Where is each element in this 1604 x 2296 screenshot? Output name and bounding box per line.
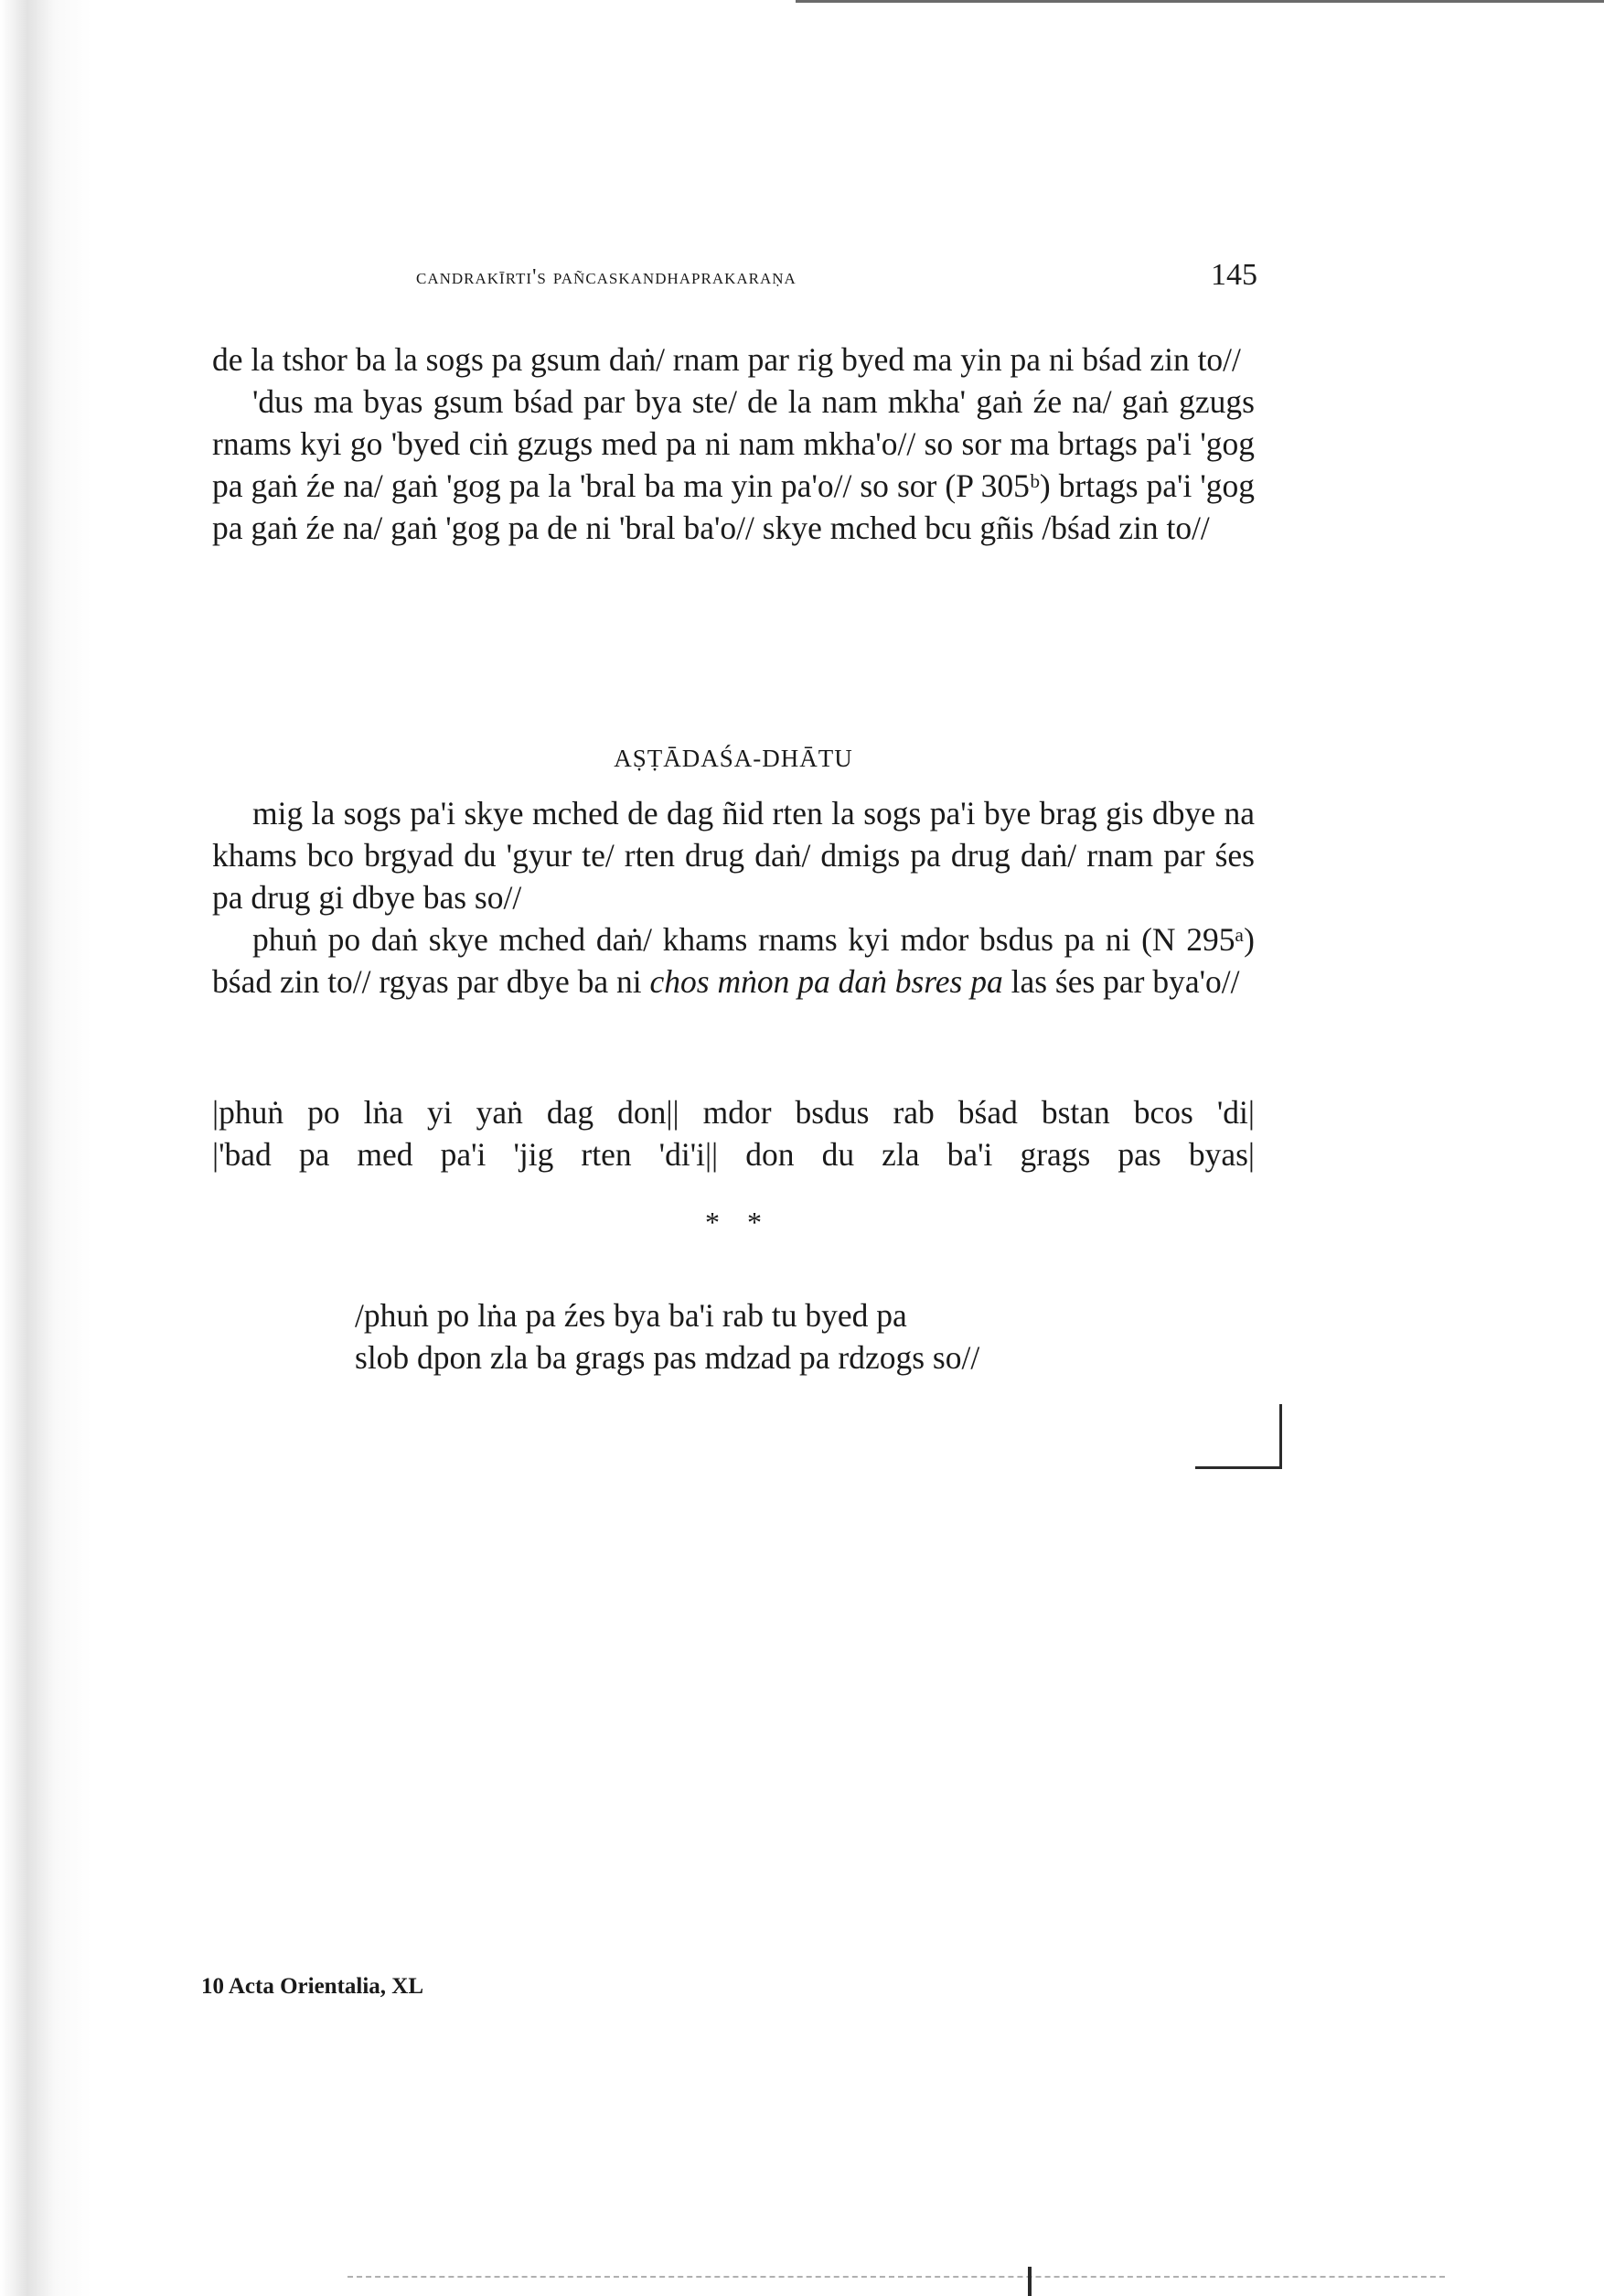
paragraph: [212, 918, 1255, 1003]
bottom-scan-edge: [348, 2276, 1445, 2280]
paragraph-text: phuṅ po daṅ skye mched daṅ/ khams rnams kyi mdor bsdus pa ni (N 295ᵃ) bśad zin to// rgyas par dbye ba ni: [212, 921, 1255, 1000]
colophon-line: slob dpon zla ba grags pas mdzad pa rdzogs so//: [355, 1339, 980, 1376]
colophon: [355, 1294, 1178, 1379]
running-title: candrakīrti's pañcaskandhaprakaraṇa: [416, 265, 797, 289]
text-block-skandha-end: [212, 338, 1255, 549]
paragraph: de la tshor ba la sogs pa gsum daṅ/ rnam par rig byed ma yin pa ni bśad zin to//: [212, 341, 1241, 378]
section-heading: AṢṬĀDAŚA-DHĀTU: [614, 745, 853, 772]
paragraph: 'dus ma byas gsum bśad par bya ste/ de la nam mkha' gaṅ źe na/ gaṅ gzugs rnams kyi go 'byed ciṅ gzugs med pa ni nam mkha'o// so sor ma brtags pa'i 'gog pa gaṅ źe na/ gaṅ 'gog pa la 'bral ba ma yin pa'o// so sor (P 305ᵇ) brtags pa'i 'gog pa gaṅ źe na/ gaṅ 'gog pa de ni 'bral ba'o// skye mched bcu gñis /bśad zin to//: [212, 383, 1255, 546]
paragraph-text: las śes par bya'o//: [1002, 963, 1240, 1000]
colophon-line: /phuṅ po lṅa pa źes bya ba'i rab tu byed pa: [355, 1297, 907, 1334]
bottom-tick-mark: [1028, 2267, 1032, 2296]
section-divider-asterisks: * *: [705, 1206, 762, 1239]
corner-bracket-mark: [1195, 1404, 1282, 1469]
verse-line: |'bad pa med pa'i 'jig rten 'di'i|| don du zla ba'i grags pas byas|: [212, 1136, 1255, 1173]
verse-line: |phuṅ po lṅa yi yaṅ dag don|| mdor bsdus rab bśad bstan bcos 'di|: [212, 1094, 1255, 1131]
text-block-dhatu: [212, 792, 1255, 1003]
page-number: 145: [1211, 258, 1257, 292]
top-edge-rule: [796, 0, 1604, 3]
verse-block: [212, 1091, 1255, 1175]
page-header: [416, 258, 1257, 304]
scan-edge-shadow: [0, 0, 91, 2296]
italic-title: chos mṅon pa daṅ bsres pa: [649, 963, 1003, 1000]
footer-signature: 10 Acta Orientalia, XL: [201, 1974, 424, 1999]
paragraph: mig la sogs pa'i skye mched de dag ñid rten la sogs pa'i bye brag gis dbye na khams bco brgyad du 'gyur te/ rten drug daṅ/ dmigs pa drug daṅ/ rnam par śes pa drug gi dbye bas so//: [212, 795, 1255, 916]
